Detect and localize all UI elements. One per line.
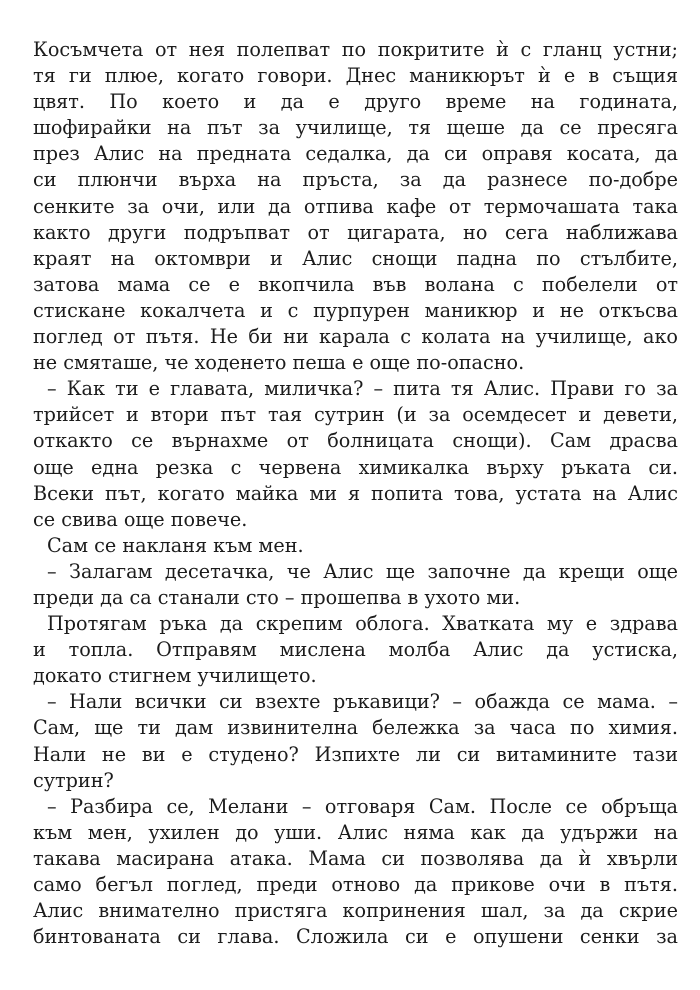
text-line: стискане кокалчета и с пурпурен маникюр и не откъсва	[33, 298, 678, 322]
text-line: още една резка с червена химикалка върху ръката си.	[33, 455, 678, 479]
text-line: затова мама се е вкопчила във волана с побелели от	[33, 272, 678, 296]
text-line: се свива още повече.	[33, 507, 248, 531]
text-line: краят на октомври и Алис снощи падна по стълбите,	[33, 246, 678, 270]
text-line: както други подръпват от цигарата, но сега наближава	[33, 220, 678, 244]
text-line: преди да са станали сто – прошепва в ухото ми.	[33, 585, 521, 609]
text-line: докато стигнем училището.	[33, 664, 317, 688]
text-line: Нали не ви е студено? Изпихте ли си витамините тази	[33, 742, 678, 766]
text-line: – Как ти е главата, миличка? – пита тя Алис. Прави го за	[47, 377, 678, 401]
text-line: Протягам ръка да скрепим облога. Хватката му е здрава	[47, 612, 678, 636]
text-line: поглед от пътя. Не би ни карала с колата на училище, ако	[33, 325, 678, 349]
text-line: сенките за очи, или да отпива кафе от термочашата така	[33, 194, 678, 218]
text-line: сутрин?	[33, 768, 114, 792]
text-line: Косъмчета от нея полепват по покритите ѝ с гланц устни;	[33, 38, 678, 61]
text-line: само бегъл поглед, преди отново да прикове очи в пътя.	[33, 873, 678, 896]
text-line: – Залагам десетачка, че Алис ще започне да крещи още	[47, 559, 678, 583]
text-line: цвят. По което и да е друго време на годината,	[33, 90, 678, 114]
text-line: такава масирана атака. Мама си позволява да ѝ хвърли	[33, 846, 678, 870]
text-line: не смяташе, че ходенето пеша е още по-опасно.	[33, 351, 525, 375]
text-line: си плюнчи върха на пръста, за да разнесе по-добре	[33, 168, 678, 192]
text-line: Алис внимателно пристяга копринения шал, за да скрие	[33, 899, 678, 923]
text-line: Всеки път, когато майка ми я попита това, устата на Алис	[33, 481, 678, 505]
text-line: през Алис на предната седалка, да си оправя косата, да	[33, 142, 678, 166]
text-line: тя ги плюе, когато говори. Днес маникюрът ѝ е в същия	[33, 64, 678, 88]
text-line: Сам се накланя към мен.	[47, 533, 304, 557]
text-line: – Разбира се, Мелани – отговаря Сам. После се обръща	[47, 794, 678, 818]
text-line: шофирайки на път за училище, тя щеше да се пресяга	[33, 116, 678, 140]
text-line: трийсет и втори път тая сутрин (и за осемдесет и девети,	[33, 403, 678, 427]
text-line: бинтованата си глава. Сложила си е опушени сенки за	[33, 925, 678, 949]
text-line: Сам, ще ти дам извинителна бележка за часа по химия.	[33, 716, 678, 740]
text-line: към мен, ухилен до уши. Алис няма как да удържи на	[33, 820, 678, 844]
text-line: – Нали всички си взехте ръкавици? – обажда се мама. –	[47, 690, 678, 714]
text-line: и топла. Отправям мислена молба Алис да устиска,	[33, 638, 678, 662]
text-line: откакто се върнахме от болницата снощи). Сам драсва	[33, 429, 678, 453]
